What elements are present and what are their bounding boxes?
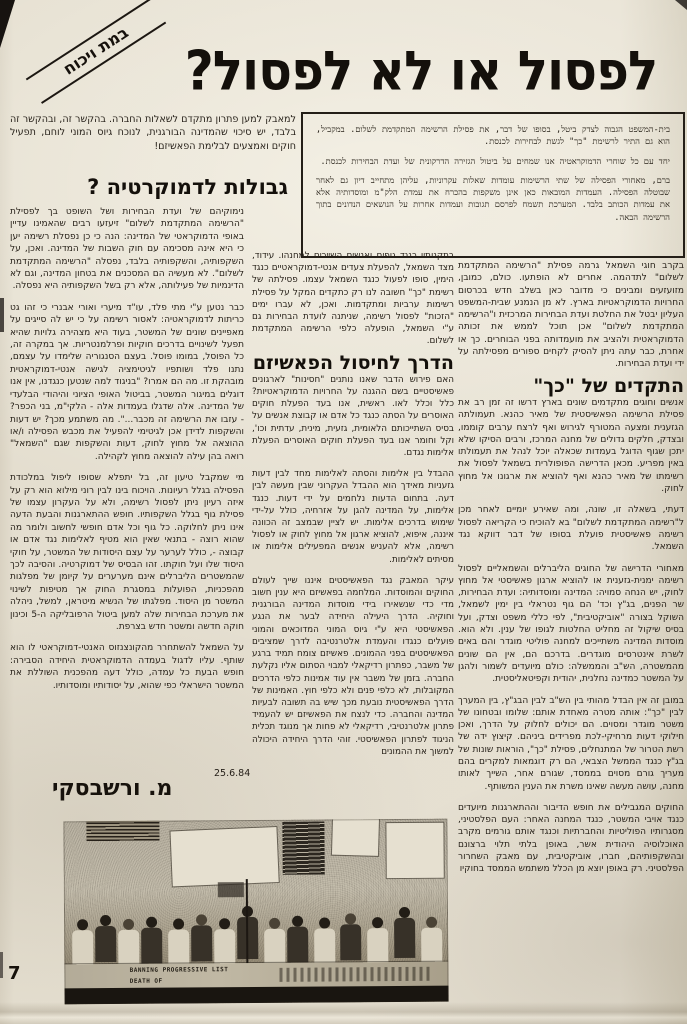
paper-crease bbox=[0, 1002, 687, 1024]
page-number: 7 bbox=[8, 963, 21, 984]
table-banner-text: DEATH OF bbox=[129, 977, 163, 985]
paragraph: מי שמקבל טיעון זה, בל יתפלא שסופו ליפול במלכודת הפסילה בגלל רעיונות. הויכוח בינו לבין רוני מילוא הוא רק על איזה רעיון ניתן לפסול רשימה, ולא על העקרון עצמו של פסילת גוף בגלל השקפותיו. חופש ההתארגנות והבעת הדעה אינו ניתן לחלוקה. כל גוף וכל אדם חופשי לחשוב ולומר מה שהוא רוצה - בתנאי שאין הוא מטיף לאלימות נגד אדם או קבוצה -, כולל לערער על עצם היסודות של המשטר, על חוקי היסוד שלו ועל חוקתו. זהו הבסיס של דמוקרטיה. והסיבה לכך שהמשטרים הליברלים אינם מערערים על קיומן של מפלגות מהפכניות, הפועלות במסגרת החוק אך מטיפות לשינוי המשטר מן היסוד. מפלגתו של הנשיא מיטראן, למשל, ניהלה את מערכת הבחירות שלה למען ביטול הרפובליקה ה-5 וכינון חוקה חדשה ומשטר חדש בצרפת. bbox=[10, 473, 244, 632]
author-signature: מ. ורשבסקי bbox=[52, 776, 173, 801]
paragraph: נימוקיהם של ועדת הבחירות ושל השופט בך לפסילת "הרשימה המתקדמת לשלום" זיעזעו רבים שהאמינו עדיין באופי הדמוקראטי של המדינה: הנה כי כן נפסלת רשימה יען כי היא אינה מסכימה עם חוק השבות של המדינה. ואכן, על השקפותיה, והשקפותיה בלבד, נפסלה "הרשימה המתקדמת לשלום". לא מעשיה הם המסכנים את בטחון המדינה, וגם לא הדינמיות של פעילותה, אלא רק בשל השקפותיה היא נפסלה. bbox=[10, 207, 244, 292]
section-heading-democracy-limits: גבולות לדמוקרטיה ? bbox=[87, 175, 288, 199]
paragraph: ההבדל בין אלימות והסתה לאלימות מחד לבין דעות גזעניות מאידך הוא ההבדל העקרוני שבין מעשה לבין דעה. בתחום הדעות נלחמים על ידי דעות. כנגד אלימות, על המדינה להגן על אזרחיה, כולל על-ידי שימוש בדרכים אלימות. יש לציין שבמצב זה הכוונה איננה, איפוא, להוציא ארגון אל מחוץ לחוק או לפסול רשימה, אלא להעניש אנשים המפעילים אלימות או מסיתים לאלימות. bbox=[252, 469, 454, 565]
paragraph: החוקים המגבילים את חופש הדיבור וההתארגנות מיועדים כנגד אויבי המשטר, כנגד המחנה האחר: העם הפלסטיני, מסגרותיו הפוליטיות והחברתיות וכנגד אותם גורמים מקרב האוכלוסיה היהודית אשר, באופן בלתי תלוי ברצונם ובהשקפותיהם, חברו, אוביקטיבית, עם מאבק השחרור הפלסטיני. רק באופן יוצא מן הכלל משתמש הממסד בחוקיו bbox=[458, 802, 684, 875]
left-top-paragraph bbox=[10, 113, 296, 173]
section-badge bbox=[26, 0, 166, 104]
photo-panel-conference bbox=[63, 819, 448, 1005]
section-heading: התקדים של "כך" bbox=[533, 374, 684, 397]
paragraph: בקרב חוגי השמאל גרמה פסילת "הרשימה המתקדמת לשלום" לתדהמה. אחרים לא הופתעו. כולם, כמובן, מזועזעים ומבינים כי מדובר כאן בשלב חדש בכרסום החרויות הדמוקראטיות בארץ. לא מן הנמנע שבית-המשפט העליון יבטל את החלטת ועדת הבחירות המרכזית ו"הרשימה המתקדמת לשלום" אכן תוכל לממש את זכותה הדמוקראטית ולהציב את מועמדותה בפני הבוחרים. כך או אחרת, כבר עתה ניתן להסיק לקחים ספורים מפסילתה על ידי ועדת הבחירות. bbox=[458, 261, 684, 370]
scan-artifact-corner bbox=[0, 0, 15, 48]
scan-artifact-corner bbox=[675, 0, 687, 10]
paragraph: על השמאל להשתחרר מהקונצנזוס האנטי-דמוקראטי לו הוא שותף. עליו לדגול בעמדה הדמוקראטית היחידה הסבירה: חופש הבעת כל עמדה, כולל דעה מהפכנית השוללת את המשטר הישראלי כפי שהוא, על יסודותיו ומוסדותיו. bbox=[10, 643, 244, 691]
scan-artifact-edge bbox=[0, 298, 4, 332]
left-column bbox=[10, 206, 244, 762]
paragraph: למאבק למען פתרון מתקדם לשאלות החברה. בהקשר זה, ובהקשר זה בלבד, יש סיכוי שהמדינה הבורגנית, לנוכח גיוס המוני לוחם, תפעיל חוקים ואמצעים לבלימת הפאשיזם! bbox=[10, 114, 296, 152]
paragraph: עיקר המאבק נגד הפאשיסטים איננו שייך לעולם החוקים והמוסדות. המלחמה בפאשיזם היא ענין חשוב מדי כדי שנשאירו בידי מוסדות המדינה הבורגנית וחוקיה. הדרך היעילה היחידה לבער את הנגע הפאשיסטי היא ע"י גיוס המוני המדוכאים והמוני פועלים כנגדו והעמדת אלטרנטיבה לדרך שמציבים הפאשיסטים בפני ההמונים. פאשיזם צומח תמיד ברגע של משבר, כפתרון רדיקאלי למבוי הסתום אליו נקלעת החברה. בזמן של משבר אין עוד אמינות כלפי הדרכים המקובלות, לא כלפי פנים ולא כלפי חוץ. האמינות של הדרך הפאשיסטית נובעת מכך שיש בה תשובה לבעיות המדינה והחברה. כדי לנצח את הפאשיזם יש להעמיד פתרון אלטרנטיבי, רדיקאלי לא פחות אך מנוגד תכלית הניגוד לפתרון הפאשיסטי. זוהי הדרך היחידה היכולה למשוך את ההמונים bbox=[252, 575, 454, 757]
section-badge-label: במת ויכוח bbox=[59, 22, 132, 79]
page-headline: לפסול או לא לפסול? bbox=[184, 39, 658, 103]
paragraph: בית-המשפט הגבוה לצדק ביטל, בסופו של דבר, את פסילת הרשימה המתקדמת לשלום. במקביל, הוא גם התיר לרשימת "כך" לגשת לבחירות לכנסת. bbox=[316, 124, 670, 147]
paragraph: בתקנותיו כנגד גופים ואנשים השייכים למחנהו. עידוד, מצד השמאל, להפעלת צעדים אנטי-דמוקראטיים כנגד הימין, סופו לפעול כנגד השמאל עצמו. פסילתה של רשימת "כך" חשובה לנו רק כתקדים המקל על פסילת רשימות ערביות ומתקדמות. ואכן, לא עברו ימים "הזכות" לפסול רשימה, שניתנה לועדת הבחירות גם ע"י השמאל, הופעלה כלפי הרשימה המתקדמת לשלום. bbox=[252, 251, 454, 347]
paragraph: דעתי, בשאלה זו, שונה, ומה שאירע יומיים לאחר מכן ל"רשימה המתקדמת לשלום" בא להוכיח כי הקריאה לפסול רשימה פאשיסטית פועלת בסופו של דבר דווקא נגד השמאל. bbox=[458, 505, 684, 553]
article-date: 25.6.84 bbox=[214, 768, 251, 779]
paragraph: במובן זה אין הבדל מהותי בין הש"ב לבין הבג"ץ, בין המערך לבין "כך": אותה מטרה מאחדת אותם: שלומו ובטחונו של משטר מוגדר ומסוים. הם יכולים לחלוק על הדרך, ואכן חילוקי דעות מרחיקי-לכת מפרידים ביניהם. קיצוץ ידה של רשת הטרור של המתנחלים, פסילת "כך", הוראות שונות של בג"ץ כנגד הממשל הצבאי, הם רק דוגמאות למקרים בהם מעריך גורם מסוים בממסד, שגורם אחר, השייך לאותו מחנה, עושה מעשה שאינו משרת את הענין המשותף. bbox=[458, 695, 684, 792]
photo-edge bbox=[63, 819, 448, 1005]
paragraph: האם פירוש הדבר שאנו נותנים "חסינות" לארגונים פאשיסטיים בשם ההגנה על החרויות הדמוקראטיות? כלל וכלל לאו. ראשית, אנו בעד הפעלת חוקים האוסרים על הסתה כנגד כל אדם או קבוצת אנשים על בסיס השתייכותם הלאומית, גזעית, מינית, עדתית וכו', וקל וחומר אנו בעד הפעלת חוקים האוסרים הפעלת אלימות נגדם. bbox=[252, 374, 454, 459]
paragraph: ברם, מאחורי הפסילה של שתי הרשימות עומדות שאלות עקרוניות, עליהן מתחייב דיון גם לאחר שבוטלה הפסילה. העמדות המובאות כאן אינן משקפות בהכרח את עמדת הלק"מ ומוסדותיה אלא את עמדות הכותב בלבד. המערכת תשמח לפרסם תגובות ועמדות אחרות על הנושאים הנדונים בתוך הרשימה הבאה. bbox=[316, 174, 670, 222]
right-column bbox=[458, 260, 684, 954]
paragraph: יחד עם כל שוחרי הדמוקראטיה אנו שמחים על ביטול הגזירה הדרקונית של ועדת הבחירות לכנסת. bbox=[320, 155, 670, 166]
section-heading: הדרך לחיסול הפאשיזם bbox=[252, 351, 454, 374]
paragraph: מאחורי הדרישה של החוגים הליברלים והשמאליים לפסול רשימה ימנית-גזענית או להוציא ארגון פאשיסטי אל מחוץ לחוק, יש הנחה סמויה: המדינה ומוסדותיה: ועדת הבחירות, שר הפנים, בג"ץ וכד' הם גוף נטראלי בין ימין לשמאל, השוקל בצורה "אוביקטיבית", לפי כללי משפט וצדק, ועל בסיס שיקול זה מחליט החלטות לגופו של ענין. ולא הוא. מוסדות המדינה משתייכים למחנה פוליטי מוגדר והם באים לשרת אינטרסים מוגדרים. בדרכם הם, אין הם שונים מהמשטרה, הש"ב והממשלה: כולם מיועדים לשמור ולהגן על המשטר כמדינה נחלנית, יהודית וקפיטאליסטית. bbox=[458, 563, 684, 685]
editor-note-box bbox=[301, 112, 685, 258]
scan-artifact-edge bbox=[0, 952, 3, 978]
paragraph: אנשים וחוגים מתקדמים שונים בארץ דרשו זה זמן רב את פסילת הרשימה הפאשיסטית של מאיר כהנא. תעמולתה הגזענית ומצעה המטורף לגירוש ואף לרצח ערבים קוממו, ובצדק, חלקים גדולים של מחנה המרכז, ורבים הסיקו שלא יתכן שגוף הדוגל בעמדות שכאלה יוכל לנהל את תעמולתו באין מפריע. מכאן הדרישה הפופולרית בשמאל לפסול את רשימתו של מאיר כהנא ואף להוציא את ארגונו אל מחוץ לחוק. bbox=[458, 397, 684, 495]
table-banner-text: BANNING PROGRESSIVE LIST bbox=[129, 966, 229, 974]
middle-column bbox=[252, 250, 454, 792]
paragraph: כבר נטען ע"י מתי פלד, עו"ד מיערי ואורי אבנרי כי זהו גט כריתות לדמוקראטיה: לאסור רשימה על כי יש לה סייגים על מאפיינים שונים של המשטר, בעוד היא מצהירה גלויות שהיא תפעל לשינויים בדרכים חוקיות ופרלמנטריות. אך במקרה זה, כל הפוסל, במומו פוסל. בעצם הסנגוריה שלימדו על עצמם, נתנו פלד ושותפיו לגיטימציה לגישה אנטי-דמוקראטית מובהקת זו. מה הם אמרו? "בניגוד למה שנטען כנגדנו, אין אנו דוגלים במיגור המשטר, בביטול האופי הציוני והיהודי הבלעדי של המדינה. אלה שדגלו בעמדות אלה - הלקי"מ, בני הכפר? - עזבו את הרשימה זה מכבר...". מה משתמע מכך? יש דעות והשקפות לדידן אכן לגיטימי להפעיל את מכבש הפסילה ו/או ההוצאה אל מחוץ לחוק, דעות והשקפות שגם "השמאל" רואה בהן עילה להוצאה מחוץ לקהילה. bbox=[10, 302, 244, 462]
